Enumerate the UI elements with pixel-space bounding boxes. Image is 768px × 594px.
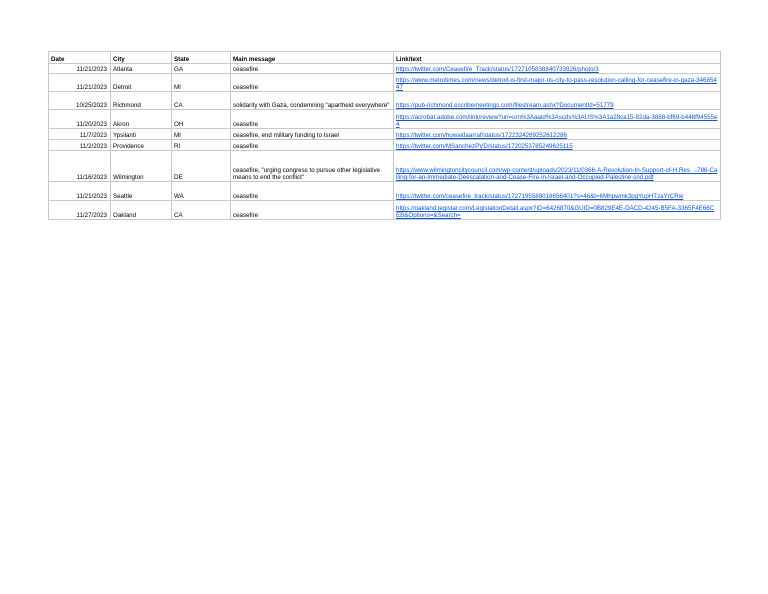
cell-date: 11/20/2023	[49, 110, 111, 129]
header-date: Date	[49, 52, 111, 64]
cell-message: ceasefire, "urging congress to pursue other legislative means to end the conflict"	[231, 151, 394, 182]
table-row	[49, 92, 721, 110]
cell-message: ceasefire	[231, 64, 394, 74]
cell-state: RI	[172, 140, 231, 151]
cell-city: Atlanta	[111, 64, 172, 74]
cell-city: Providence	[111, 140, 172, 151]
cell-link[interactable]: https://oakland.legistar.com/LegislationDetail.aspx?ID=6426870&GUID=0B829E4E-DACD-4245-B5FA-3365F4E66CEB&Options=&Search=	[394, 201, 721, 220]
cell-message: ceasefire, end military funding to Israel	[231, 129, 394, 140]
header-main-message: Main message	[231, 52, 394, 64]
cell-link[interactable]: https://acrobat.adobe.com/link/review?uri=urn%3Aaaid%3Ascds%3AUS%3A1a28ca15-92da-3888-bf69-b448f94555e4	[394, 110, 721, 129]
cell-date: 11/27/2023	[49, 201, 111, 220]
cell-state: OH	[172, 110, 231, 129]
cell-state: WA	[172, 182, 231, 201]
cell-state: CA	[172, 92, 231, 110]
cell-state: MI	[172, 74, 231, 92]
table-row	[49, 182, 721, 201]
header-state: State	[172, 52, 231, 64]
table-row	[49, 64, 721, 74]
cell-date: 11/21/2023	[49, 182, 111, 201]
cell-date: 11/7/2023	[49, 129, 111, 140]
cell-city: Richmond	[111, 92, 172, 110]
cell-city: Akron	[111, 110, 172, 129]
table-row	[49, 129, 721, 140]
cell-link[interactable]: https://pub-richmond.escribemeetings.com/filestream.ashx?DocumentId=51779	[394, 92, 721, 110]
cell-date: 11/2/2023	[49, 140, 111, 151]
cell-date: 10/25/2023	[49, 92, 111, 110]
table-row	[49, 140, 721, 151]
cell-city: Detroit	[111, 74, 172, 92]
cell-link[interactable]: https://twitter.com/Ceasefire_Track/status/1727105838840733926/photo/3	[394, 64, 721, 74]
cell-city: Ypsilanti	[111, 129, 172, 140]
cell-state: MI	[172, 129, 231, 140]
header-link-text: Link/text	[394, 52, 721, 64]
cell-message: ceasefire	[231, 182, 394, 201]
cell-message: ceasefire	[231, 140, 394, 151]
table-row	[49, 74, 721, 92]
resolutions-table	[48, 51, 721, 220]
cell-link[interactable]: https://twitter.com/MSanchezPVD/status/1720253785249625115	[394, 140, 721, 151]
table-row	[49, 201, 721, 220]
cell-city: Seattle	[111, 182, 172, 201]
cell-link[interactable]: https://www.metrotimes.com/news/detroit-is-first-major-us-city-to-pass-resolution-calling-for-ceasefire-in-gaza-34685447	[394, 74, 721, 92]
cell-state: GA	[172, 64, 231, 74]
cell-city: Oakland	[111, 201, 172, 220]
header-row	[49, 52, 721, 64]
cell-date: 11/16/2023	[49, 151, 111, 182]
table-row	[49, 151, 721, 182]
cell-message: ceasefire	[231, 74, 394, 92]
cell-link[interactable]: https://twitter.com/huwaidaarraf/status/1722324269252612286	[394, 129, 721, 140]
cell-date: 11/21/2023	[49, 64, 111, 74]
table-row	[49, 110, 721, 129]
spreadsheet	[48, 51, 720, 220]
cell-link[interactable]: https://twitter.com/ceasefire_track/status/1727195588016656401?s=46&t=6Mhpwmk3pgYupHTzaYrCRw	[394, 182, 721, 201]
header-city: City	[111, 52, 172, 64]
cell-message: solidarity with Gaza, condemning "apartheid everywhere"	[231, 92, 394, 110]
cell-city: Wilmington	[111, 151, 172, 182]
cell-message: ceasefire	[231, 110, 394, 129]
cell-state: DE	[172, 151, 231, 182]
cell-link[interactable]: https://www.wilmingtoncitycouncil.com/wp-content/uploads/2023/11/0366-A-Resolution-In-Support-of-H.Res_.-786-Calling-for-an-Immediate-Deescalation-and-Cease-Fire-in-Israel-and-Occupied-Palestine-snd.pdf	[394, 151, 721, 182]
cell-message: ceasefire	[231, 201, 394, 220]
cell-state: CA	[172, 201, 231, 220]
cell-date: 11/21/2023	[49, 74, 111, 92]
